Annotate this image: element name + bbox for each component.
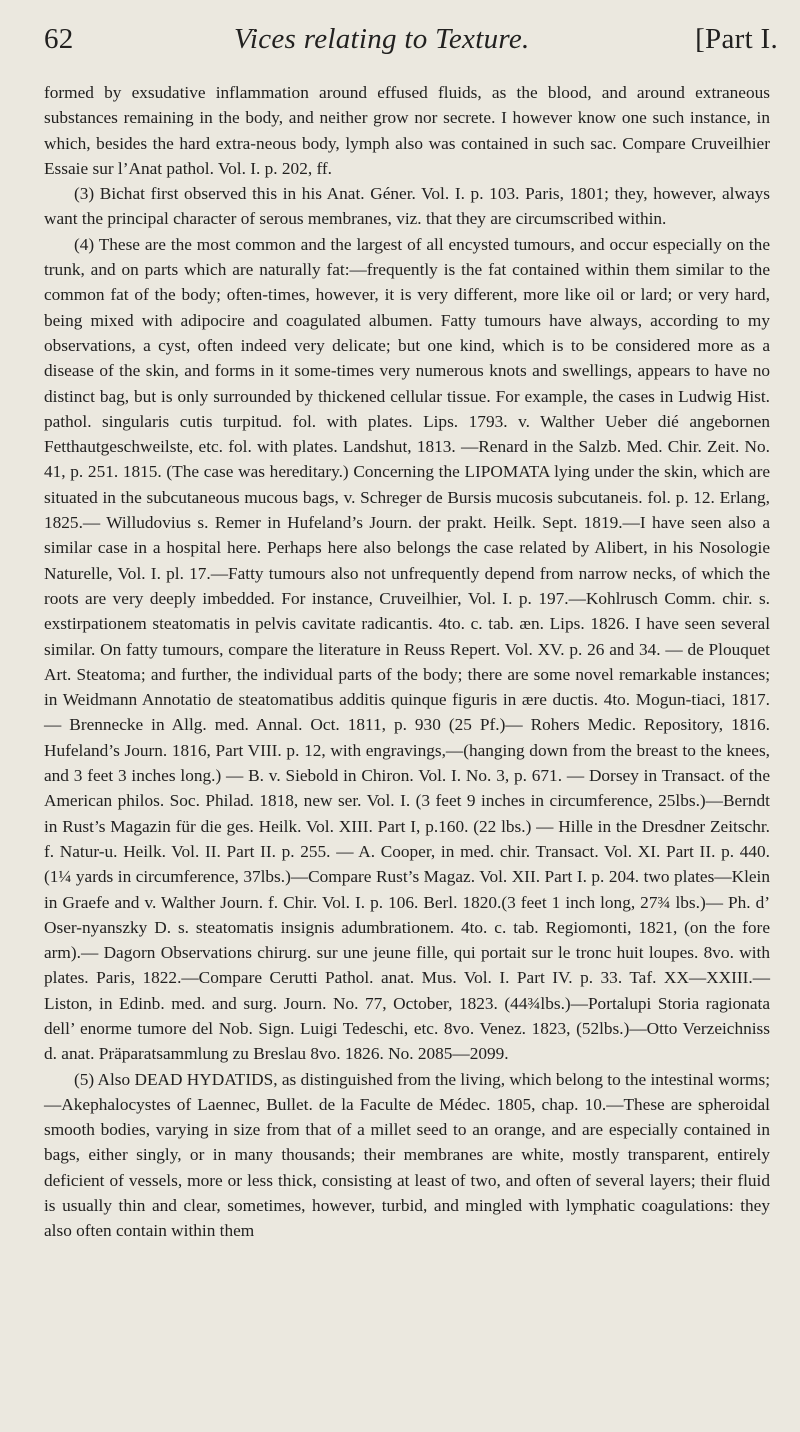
part-label: [Part I.	[695, 23, 778, 55]
running-header	[44, 18, 780, 60]
note-4-paragraph: (4) These are the most common and the largest of all encysted tumours, and occur especially on the trunk, and on parts which are naturally fat:—frequently is the fat contained within them similar to the common fat of the body; often-times, however, it is very different, more like oil or lard; or very hard, being mixed with adipocire and coagulated albumen. Fatty tumours have always, according to my observations, a cyst, often indeed very delicate; but one kind, which is to be considered more as a disease of the skin, and forms in it some-times very numerous knots and swellings, appears to have no distinct bag, but is only surrounded by thickened cellular tissue. For example, the cases in Ludwig Hist. pathol. singularis cutis turpitud. fol. with plates. Lips. 1793. v. Walther Ueber dié angebornen Fetthautgeschweilste, etc. fol. with plates. Landshut, 1813. —Renard in the Salzb. Med. Chir. Zeit. No. 41, p. 251. 1815. (The case was hereditary.) Concerning the LIPOMATA lying under the skin, which are situated in the subcutaneous mucous bags, v. Schreger de Bursis mucosis subcutaneis. fol. p. 12. Erlang, 1825.— Willudovius s. Remer in Hufeland’s Journ. der prakt. Heilk. Sept. 1819.—I have seen also a similar case in a hospital here. Perhaps here also belongs the case related by Alibert, in his Nosologie Naturelle, Vol. I. pl. 17.—Fatty tumours also not unfrequently depend from narrow necks, of which the roots are very deeply imbedded. For instance, Cruveilhier, Vol. I. p. 197.—Kohlrusch Comm. chir. s. exstirpationem steatomatis in pelvis cavitate radicantis. 4to. c. tab. æn. Lips. 1826. I have seen several similar. On fatty tumours, compare the literature in Reuss Repert. Vol. XV. p. 26 and 34. — de Plouquet Art. Steatoma; and further, the individual parts of the body; there are some novel remarkable instances; in Weidmann Annotatio de steatomatibus additis quinque figuris in ære ductis. 4to. Mogun-tiaci, 1817.— Brennecke in Allg. med. Annal. Oct. 1811, p. 930 (25 Pf.)— Rohers Medic. Repository, 1816. Hufeland’s Journ. 1816, Part VIII. p. 12, with engravings,—(hanging down from the breast to the knees, and 3 feet 3 inches long.) — B. v. Siebold in Chiron. Vol. I. No. 3, p. 671. — Dorsey in Transact. of the American philos. Soc. Philad. 1818, new ser. Vol. I. (3 feet 9 inches in circumference, 25lbs.)—Berndt in Rust’s Magazin für die ges. Heilk. Vol. XIII. Part I, p.160. (22 lbs.) — Hille in the Dresdner Zeitschr. f. Natur-u. Heilk. Vol. II. Part II. p. 255. — A. Cooper, in med. chir. Transact. Vol. XI. Part II. p. 440. (1¼ yards in circumference, 37lbs.)—Compare Rust’s Magaz. Vol. XII. Part I. p. 204. two plates—Klein in Graefe and v. Walther Journ. f. Chir. Vol. I. p. 106. Berl. 1820.(3 feet 1 inch long, 27¾ lbs.)— Ph. d’ Oser-nyanszky D. s. steatomatis insignis adumbrationem. 4to. c. tab. Regiomonti, 1821, (on the fore arm).— Dagorn Observations chirurg. sur une jeune fille, qui portait sur le tronc huit loupes. 8vo. with plates. Paris, 1822.—Compare Cerutti Pathol. anat. Mus. Vol. I. Part IV. p. 33. Taf. XX—XXIII.—Liston, in Edinb. med. and surg. Journ. No. 77, October, 1823. (44¾lbs.)—Portalupi Storia ragionata dell’ enorme tumore del Nob. Sign. Luigi Tedeschi, etc. 8vo. Venez. 1823, (52lbs.)—Otto Verzeichniss d. anat. Präparatsammlung zu Breslau 8vo. 1826. No. 2085—2099.	[44, 234, 770, 1064]
page-number: 62	[44, 23, 74, 55]
paragraph-continuation: formed by exsudative inflammation around effused fluids, as the blood, and around extraneous substances remaining in the body, and neither grow nor secrete. I however know one such instance, in which, besides the hard extra-neous body, lymph also was contained in such sac. Compare Cruveilhier Essaie sur l’Anat pathol. Vol. I. p. 202, ff.	[44, 83, 770, 178]
page-body	[44, 80, 770, 1244]
note-5-paragraph: (5) Also DEAD HYDATIDS, as distinguished from the living, which belong to the intestinal worms;—Akephalocystes of Laennec, Bullet. de la Faculte de Médec. 1805, chap. 10.—These are spheroidal smooth bodies, varying in size from that of a millet seed to an orange, and are especially contained in bags, either singly, or in many thousands; their membranes are white, mostly transparent, entirely deficient of vessels, more or less thick, consisting at least of two, and often of several layers; their fluid is usually thin and clear, sometimes, however, turbid, and mingled with lymphatic coagulations: they also often contain within them	[44, 1069, 770, 1241]
note-3-paragraph: (3) Bichat first observed this in his Anat. Géner. Vol. I. p. 103. Paris, 1801; they, however, always want the principal character of serous membranes, viz. that they are circumscribed within.	[44, 184, 770, 229]
running-title: Vices relating to Texture.	[234, 23, 530, 55]
